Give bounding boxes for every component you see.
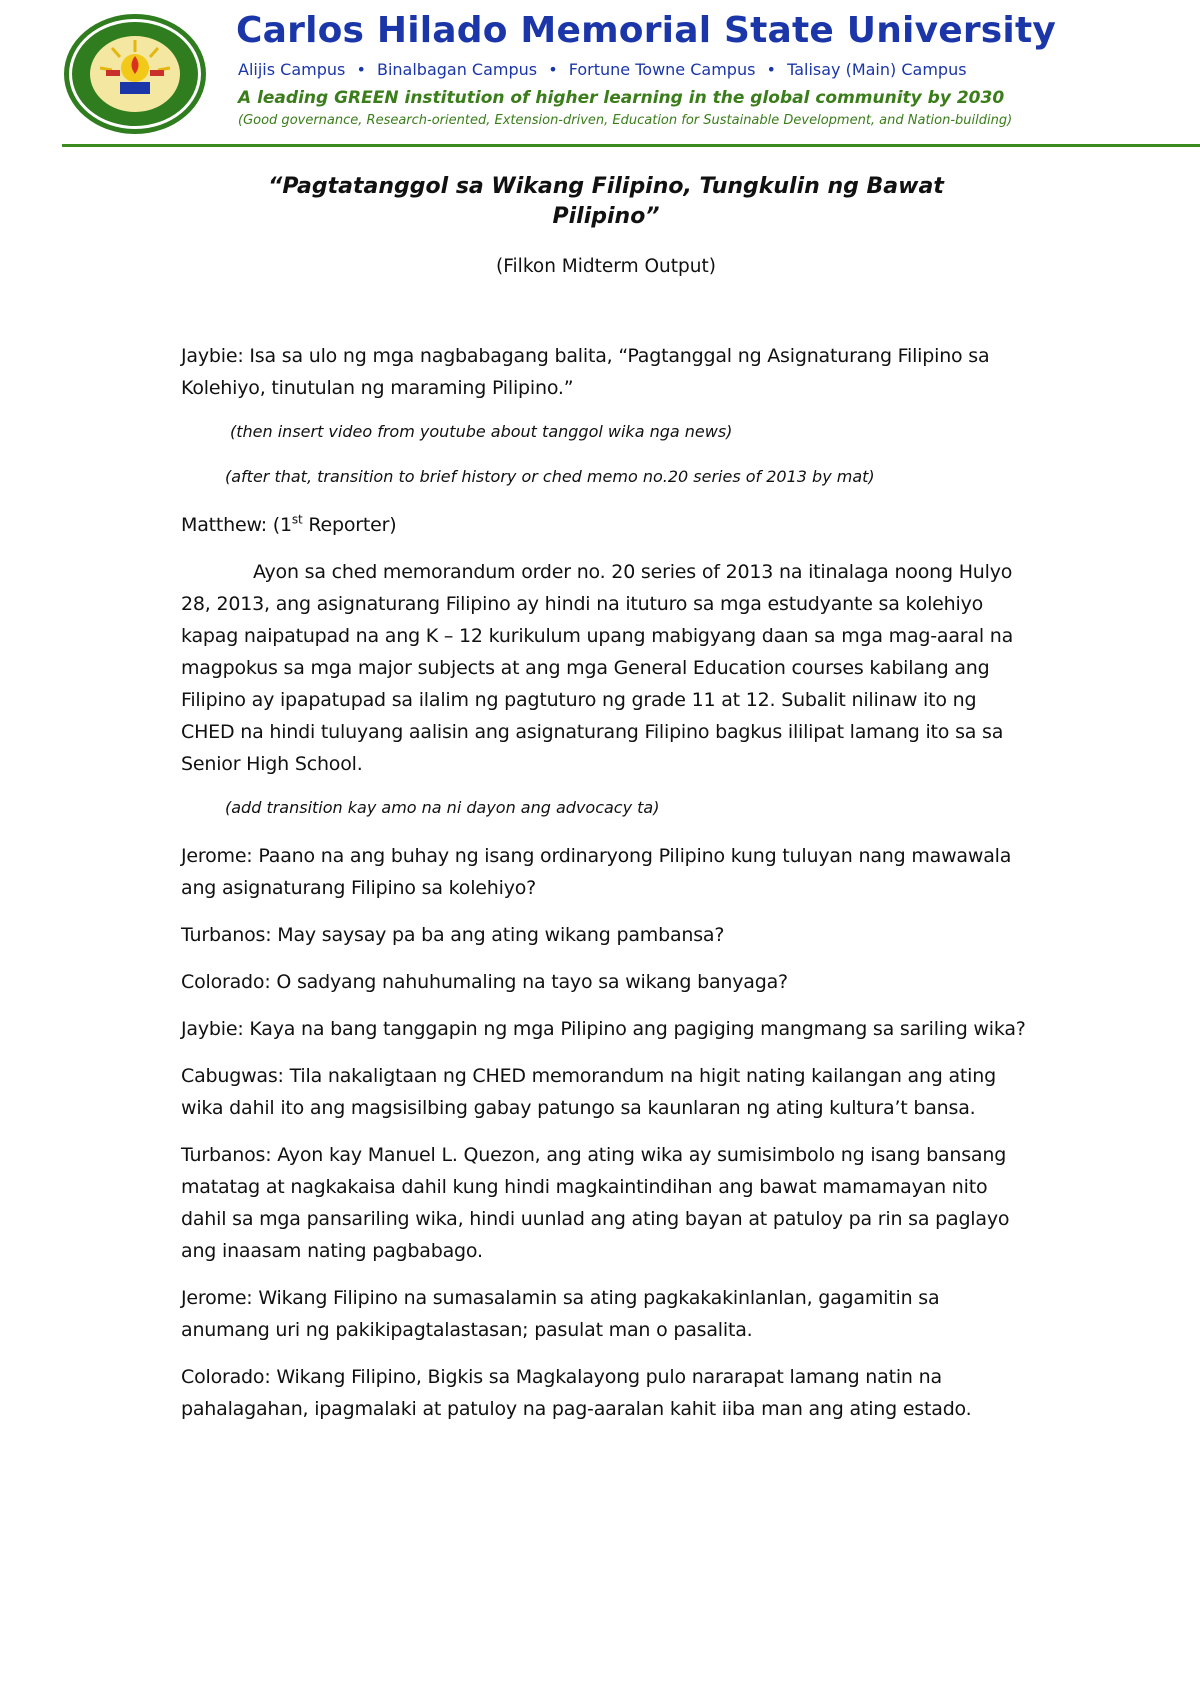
university-name: Carlos Hilado Memorial State University [236, 10, 1057, 51]
script-line-colorado-2: Colorado: Wikang Filipino, Bigkis sa Magkalayong pulo nararapat lamang natin na pahalagahan, ipagmalaki at patuloy na pag-aaralan kahit iiba man ang ating estado. [181, 1366, 972, 1420]
script-line-jaybie-2: Jaybie: Kaya na bang tanggapin ng mga Pilipino ang pagiging mangmang sa sariling wika? [181, 1018, 1026, 1040]
script-line-turbanos-2: Turbanos: Ayon kay Manuel L. Quezon, ang ating wika ay sumisimbolo ng isang bansang matatag at nagkakaisa dahil kung hindi magkaintindihan ang bawat mamamayan nito dahil sa mga pansariling wika, hindi uunlad ang ating bayan at patuloy pa rin sa paglayo ang inaasam nating pagbabago. [181, 1144, 1010, 1262]
script-paragraph-matthew: Ayon sa ched memorandum order no. 20 series of 2013 na itinalaga noong Hulyo 28, 2013, ang asignaturang Filipino ay hindi na ituturo sa mga estudyante sa kolehiyo kapag naipatupad na ang K – 12 kurikulum upang mabigyang daan sa mga mag-aaral na magpokus sa mga major subjects at ang mga General Education courses kabilang ang Filipino ay ipapatupad sa ilalim ng pagtuturo ng grade 11 at 12. Subalit nilinaw ito ng CHED na hindi tuluyang aalisin ang asignaturang Filipino bagkus ililipat lamang ito sa sa Senior High School. [181, 561, 1014, 775]
campus-alijis: Alijis Campus [238, 60, 346, 79]
script-line-jerome-1: Jerome: Paano na ang buhay ng isang ordinaryong Pilipino kung tuluyan nang mawawala ang asignaturang Filipino sa kolehiyo? [181, 845, 1012, 899]
campus-list [238, 60, 967, 79]
document-body [181, 172, 1031, 1440]
campus-separator: • [548, 60, 558, 79]
seal-graphic [62, 12, 208, 136]
header-divider [62, 144, 1200, 147]
script-line-jerome-2: Jerome: Wikang Filipino na sumasalamin sa ating pagkakakinlanlan, gagamitin sa anumang uri ng pakikipagtalastasan; pasulat man o pasalita. [181, 1287, 940, 1341]
script-line-cabugwas: Cabugwas: Tila nakaligtaan ng CHED memorandum na higit nating kailangan ang ating wika dahil ito ang magsisilbing gabay patungo sa kaunlaran ng ating kultura’t bansa. [181, 1065, 996, 1119]
campus-fortune-towne: Fortune Towne Campus [568, 60, 756, 79]
campus-separator: • [766, 60, 776, 79]
letterhead [0, 0, 1200, 150]
vision-tagline: A leading GREEN institution of higher learning in the global community by 2030 [238, 88, 1005, 108]
reporter-prefix: Matthew: (1 [181, 514, 292, 536]
script-line-colorado-1: Colorado: O sadyang nahuhumaling na tayo sa wikang banyaga? [181, 971, 788, 993]
reporter-heading [181, 509, 1031, 541]
stage-note-3: (add transition kay amo na ni dayon ang advocacy ta) [225, 798, 660, 817]
reporter-ordinal: st [291, 512, 303, 527]
document-subtitle: (Filkon Midterm Output) [496, 256, 716, 277]
script-line-jaybie-1: Jaybie: Isa sa ulo ng mga nagbabagang balita, “Pagtanggal ng Asignaturang Filipino sa Kolehiyo, tinutulan ng maraming Pilipino.” [181, 345, 990, 399]
document-title: “Pagtatanggol sa Wikang Filipino, Tungkulin ng Bawat Pilipino” [268, 174, 944, 229]
script-line-turbanos-1: Turbanos: May saysay pa ba ang ating wikang pambansa? [181, 924, 725, 946]
stage-note-1: (then insert video from youtube about tanggol wika nga news) [230, 422, 733, 441]
campus-talisay: Talisay (Main) Campus [787, 60, 967, 79]
reporter-suffix: Reporter) [302, 514, 397, 536]
stage-note-2: (after that, transition to brief history or ched memo no.20 series of 2013 by mat) [225, 467, 875, 486]
campus-separator: • [356, 60, 366, 79]
university-seal-icon [62, 12, 208, 136]
vision-subtagline: (Good governance, Research-oriented, Extension-driven, Education for Sustainable Development, and Nation-building) [238, 113, 1013, 128]
campus-binalbagan: Binalbagan Campus [376, 60, 538, 79]
spacer [181, 280, 1031, 340]
